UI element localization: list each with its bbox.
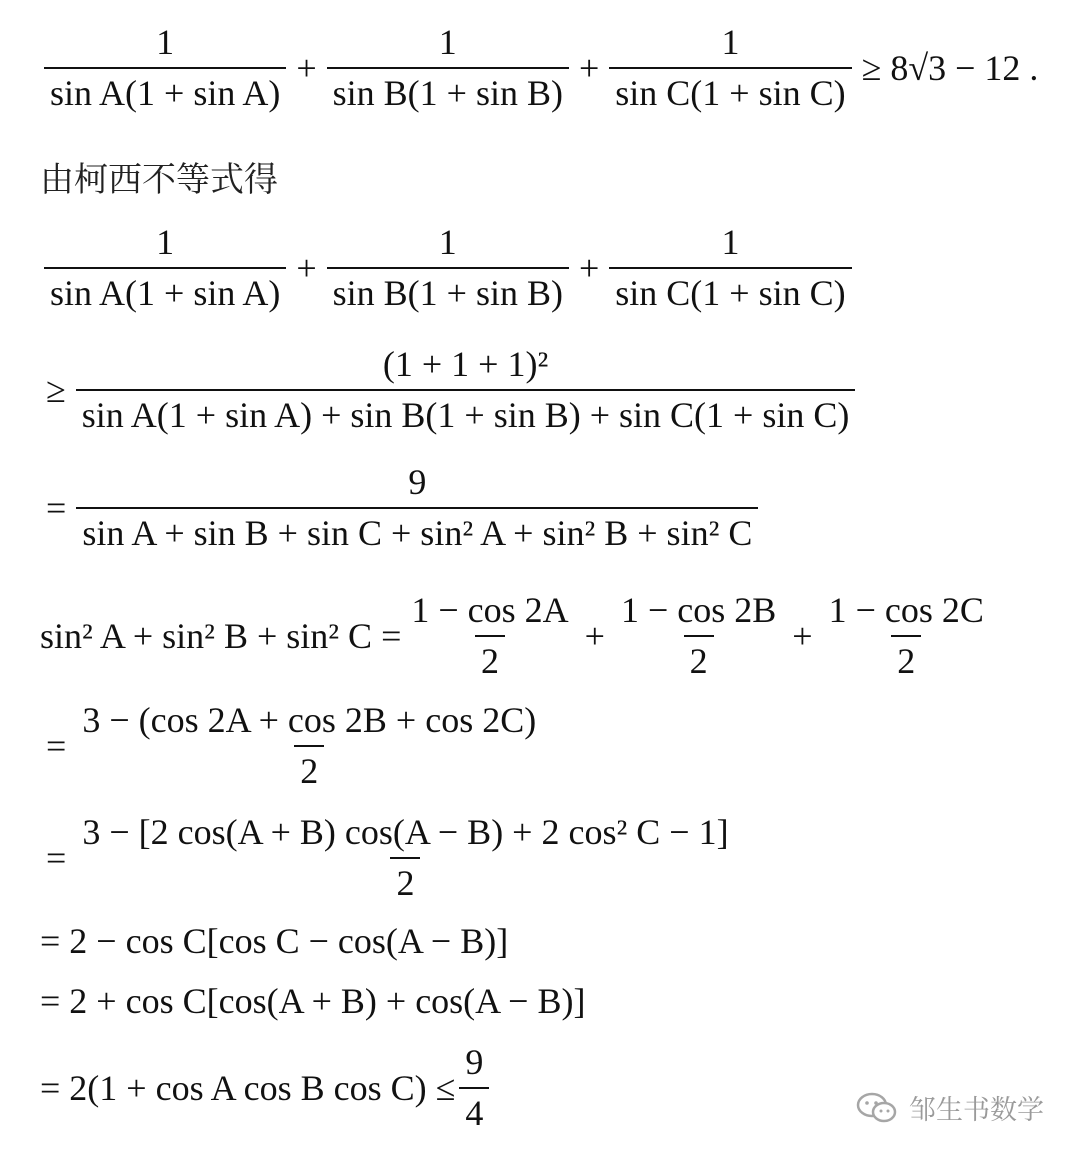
denominator: 2: [891, 635, 921, 682]
denominator: sin B(1 + sin B): [327, 267, 569, 314]
denominator: 2: [294, 745, 324, 792]
cos-sum-fraction: [76, 700, 542, 793]
sin-squared-identity-line: [40, 590, 994, 683]
denominator: sin A(1 + sin A) + sin B(1 + sin B) + sin C(1 + sin C): [76, 389, 856, 436]
fraction-cos2c: [823, 590, 990, 683]
plus-sign: +: [584, 616, 605, 657]
fraction-a: [44, 222, 286, 315]
step-line-9: [40, 980, 585, 1022]
simplified-bound-line: [40, 462, 762, 555]
denominator: sin C(1 + sin C): [609, 267, 851, 314]
denominator: sin C(1 + sin C): [609, 67, 851, 114]
numerator: 1 − cos 2A: [411, 590, 569, 630]
denominator: sin B(1 + sin B): [327, 67, 569, 114]
denominator: 4: [459, 1087, 489, 1134]
numerator: 1: [156, 22, 175, 62]
fraction-cos2a: [405, 590, 574, 683]
product-form-fraction: [76, 812, 734, 905]
step-line-8: [40, 920, 508, 962]
cauchy-fraction: [76, 344, 856, 437]
numerator: 3 − [2 cos(A + B) cos(A − B) + 2 cos² C − 1]: [82, 812, 729, 852]
numerator: 1 − cos 2B: [620, 590, 777, 630]
numerator: 1: [438, 222, 457, 262]
numerator: 1: [156, 222, 175, 262]
numerator: 1: [721, 22, 740, 62]
watermark: [855, 1088, 1044, 1127]
nine-quarters-fraction: [459, 1042, 489, 1135]
denominator: sin A(1 + sin A): [44, 267, 286, 314]
denominator: sin A + sin B + sin C + sin² A + sin² B + sin² C: [76, 507, 758, 554]
numerator: 9: [408, 462, 427, 502]
geq-sign: ≥: [46, 370, 66, 411]
numerator: 9: [465, 1042, 484, 1082]
denominator: 2: [475, 635, 505, 682]
denominator: 2: [390, 857, 420, 904]
numerator: (1 + 1 + 1)²: [382, 344, 549, 384]
inequality-rhs: ≥ 8√3 − 12 .: [861, 48, 1039, 89]
denominator: 2: [684, 635, 714, 682]
plus-sign: +: [296, 248, 317, 289]
fraction-c: [609, 222, 851, 315]
expression-text: = 2 + cos C[cos(A + B) + cos(A − B)]: [40, 981, 586, 1021]
numerator: 1: [438, 22, 457, 62]
plus-sign: +: [792, 616, 813, 657]
fraction-a: [44, 22, 286, 115]
fraction-b: [327, 222, 569, 315]
cauchy-note: 由柯西不等式得: [40, 160, 278, 200]
equals-sign: =: [46, 488, 67, 529]
fraction-c: [609, 22, 851, 115]
plus-sign: +: [296, 48, 317, 89]
product-form-line: [40, 812, 739, 905]
denominator: sin A(1 + sin A): [44, 67, 286, 114]
cos-sum-line: [40, 700, 546, 793]
sum-line: [40, 222, 856, 315]
fraction-b: [327, 22, 569, 115]
wechat-icon: [855, 1090, 899, 1126]
numerator: 1: [721, 222, 740, 262]
numerator: 3 − (cos 2A + cos 2B + cos 2C): [82, 700, 537, 740]
cauchy-bound-line: [40, 344, 859, 437]
expression-text: = 2(1 + cos A cos B cos C) ≤: [40, 1068, 456, 1109]
numerator: 1 − cos 2C: [828, 590, 984, 630]
plus-sign: +: [578, 248, 600, 289]
equals-sign: =: [46, 726, 67, 767]
inequality-line-1: [40, 22, 1038, 115]
identity-lhs: sin² A + sin² B + sin² C =: [40, 616, 402, 657]
plus-sign: +: [578, 48, 600, 89]
nine-over-sum-fraction: [76, 462, 758, 555]
final-bound-line: [40, 1042, 493, 1135]
expression-text: = 2 − cos C[cos C − cos(A − B)]: [40, 921, 509, 961]
fraction-cos2b: [615, 590, 782, 683]
watermark-text: 邹生书数学: [909, 1095, 1044, 1126]
equals-sign: =: [46, 838, 67, 879]
